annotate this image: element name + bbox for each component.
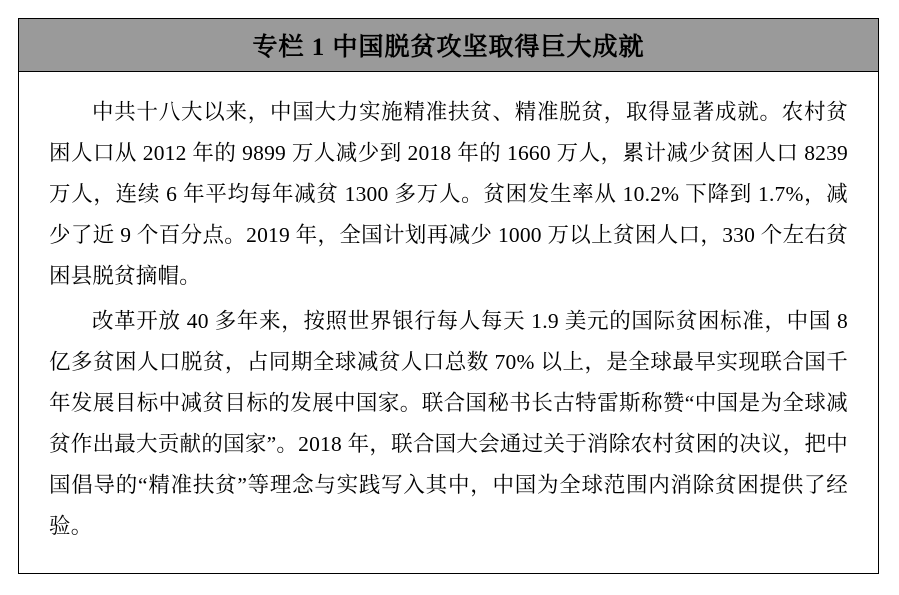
box-title: 专栏 1 中国脱贫攻坚取得巨大成就: [252, 34, 645, 61]
paragraph: 改革开放 40 多年来，按照世界银行每人每天 1.9 美元的国际贫困标准，中国 8 亿多贫困人口脱贫，占同期全球减贫人口总数 70% 以上，是全球最早实现联合国千年发展目标中减贫目标的发展中国家。联合国秘书长古特雷斯称赞“中国是为全球减贫作出最大贡献的国家”。2018 年，联合国大会通过关于消除农村贫困的决议，把中国倡导的“精准扶贫”等理念与实践写入其中，中国为全球范围内消除贫困提供了经验。: [49, 309, 848, 538]
paragraph: 中共十八大以来，中国大力实施精准扶贫、精准脱贫，取得显著成就。农村贫困人口从 2012 年的 9899 万人减少到 2018 年的 1660 万人，累计减少贫困人口 8239 万人，连续 6 年平均每年减贫 1300 多万人。贫困发生率从 10.2% 下降到 1.7%，减少了近 9 个百分点。2019 年，全国计划再减少 1000 万以上贫困人口，330 个左右贫困县脱贫摘帽。: [49, 100, 848, 288]
text-box-panel: [18, 18, 879, 574]
box-body: [19, 72, 878, 547]
box-title-bar: [19, 19, 878, 72]
